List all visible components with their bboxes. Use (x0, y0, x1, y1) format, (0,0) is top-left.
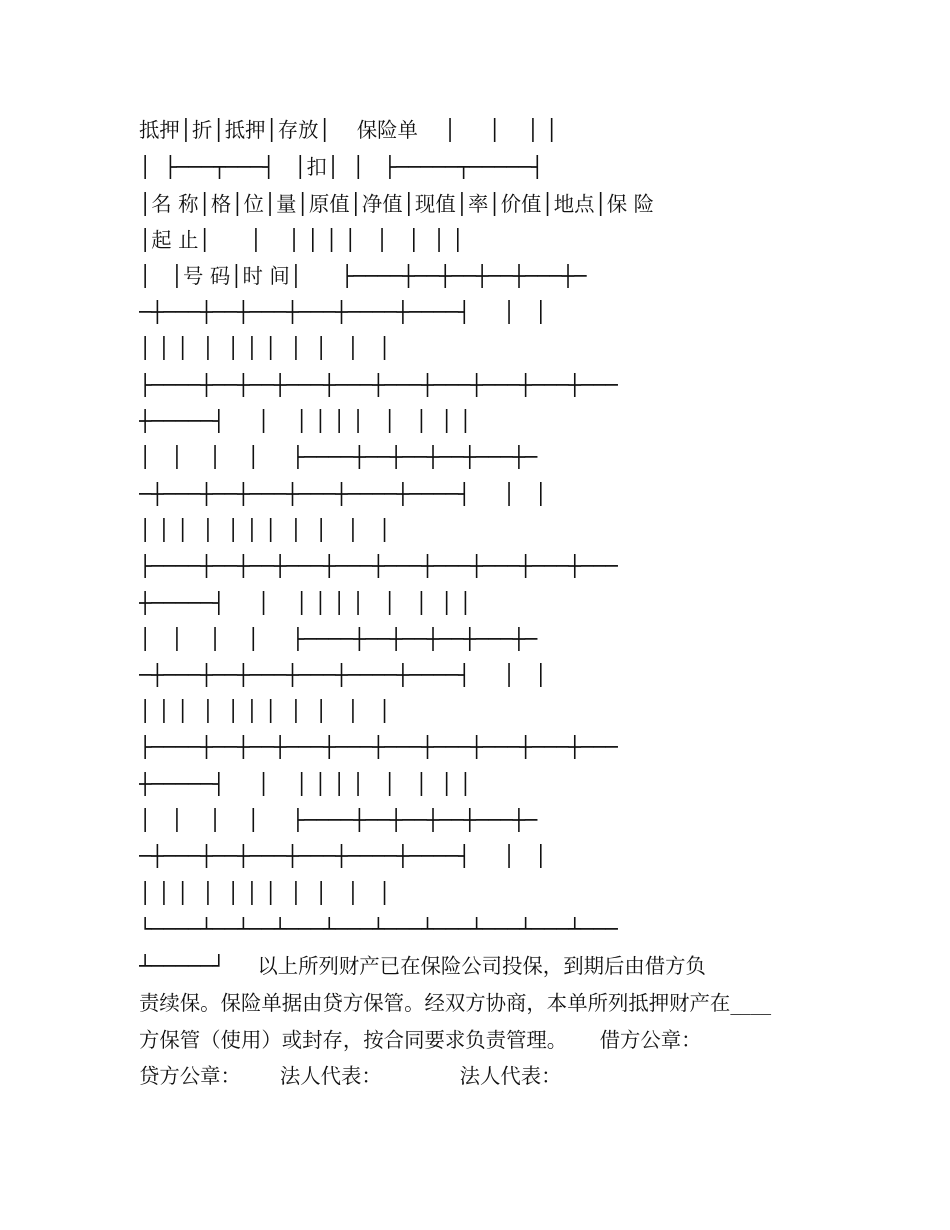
text-line: ┴─────┘ 以上所列财产已在保险公司投保，到期后由借方负 (139, 954, 706, 978)
text-line: │ │ │ │ ├────┼──┼──┼──┼───┼─ (139, 627, 538, 651)
text-line: ├────┼──┼──┼───┼───┼───┼───┼───┼───┼─── (139, 373, 618, 397)
text-line: │ │ │ │ │ │ │ │ │ │ │ (139, 336, 391, 360)
text-line: 抵押│折│抵押│存放│ 保险单 │ │ │ │ (139, 118, 558, 142)
text-line: │ │号 码│时 间│ ├────┼──┼──┼──┼───┼─ (139, 264, 587, 288)
text-line: 责续保。保险单据由贷方保管。经双方协商，本单所列抵押财产在____ (139, 991, 772, 1015)
text-line: │ │ │ │ ├────┼──┼──┼──┼───┼─ (139, 445, 538, 469)
text-line: │ │ │ │ │ │ │ │ │ │ │ (139, 518, 391, 542)
text-line: 方保管（使用）或封存，按合同要求负责管理。 借方公章： (139, 1028, 702, 1052)
text-line: 贷方公章： 法人代表： 法人代表： (139, 1064, 562, 1088)
text-line: ├────┼──┼──┼───┼───┼───┼───┼───┼───┼─── (139, 735, 618, 759)
text-line: ┼─────┤ │ │ │ │ │ │ │ │ │ (139, 591, 472, 615)
text-line: ─┼───┼──┼───┼───┼────┼────┤ │ │ (139, 663, 547, 687)
text-line: ├────┼──┼──┼───┼───┼───┼───┼───┼───┼─── (139, 554, 618, 578)
text-line: ┼─────┤ │ │ │ │ │ │ │ │ │ (139, 772, 472, 796)
text-line: ┼─────┤ │ │ │ │ │ │ │ │ │ (139, 409, 472, 433)
text-line: │名 称│格│位│量│原值│净值│现值│率│价值│地点│保 险 (139, 192, 655, 216)
text-line: ─┼───┼──┼───┼───┼────┼────┤ │ │ (139, 300, 547, 324)
text-line: │ ├───┬───┤ │扣│ │ ├─────┬─────┤ (139, 155, 544, 179)
text-line: ─┼───┼──┼───┼───┼────┼────┤ │ │ (139, 482, 547, 506)
text-line: │起 止│ │ │ │ │ │ │ │ │ │ (139, 228, 464, 252)
text-line: │ │ │ │ │ │ │ │ │ │ │ (139, 881, 391, 905)
text-line: ─┼───┼──┼───┼───┼────┼────┤ │ │ (139, 844, 547, 868)
text-line: │ │ │ │ ├────┼──┼──┼──┼───┼─ (139, 808, 538, 832)
text-line: └────┴──┴──┴───┴───┴───┴───┴───┴───┴─── (139, 917, 618, 941)
text-line: │ │ │ │ │ │ │ │ │ │ │ (139, 699, 391, 723)
